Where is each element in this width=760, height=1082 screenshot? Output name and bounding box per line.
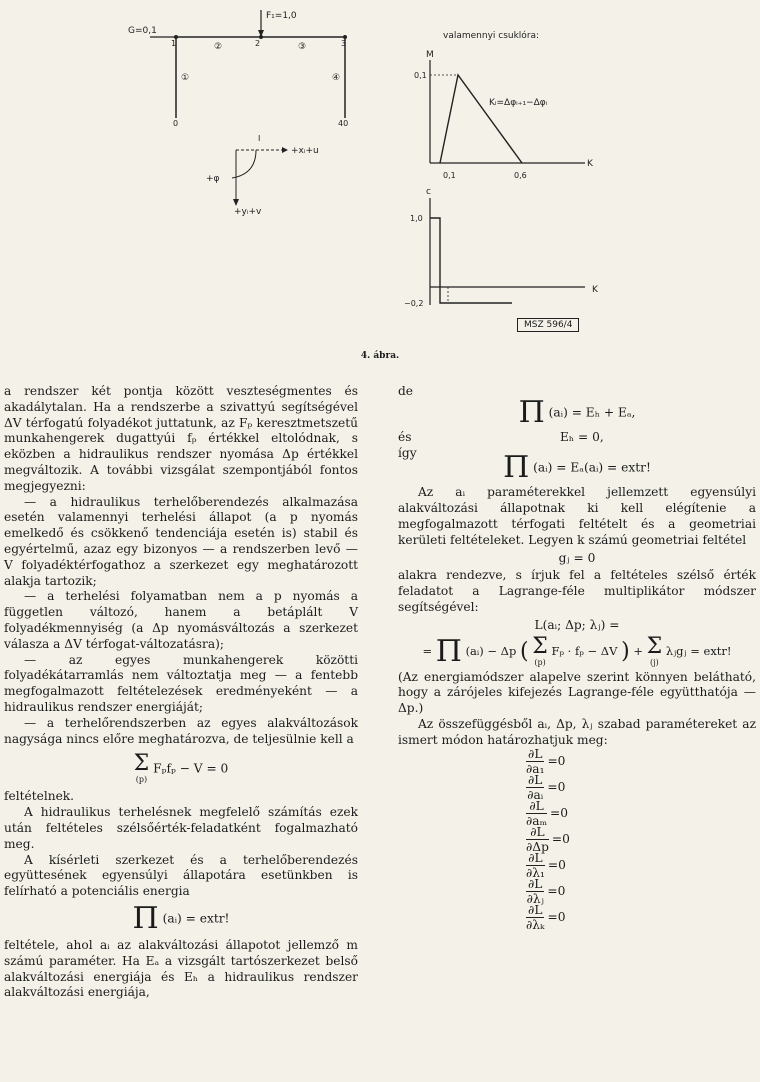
g-load-label: G=0,1 bbox=[128, 26, 157, 36]
eq-a: (aᵢ) = Eₕ + Eₐ, bbox=[548, 405, 636, 420]
c-x-axis: K bbox=[592, 285, 598, 295]
pi-symbol: Π bbox=[503, 450, 530, 486]
moment-y-axis: M bbox=[426, 50, 434, 60]
moment-diagram bbox=[414, 30, 594, 180]
left-paragraph-2: feltételnek. bbox=[4, 789, 75, 804]
partial-derivative-list bbox=[526, 749, 756, 931]
word-igy: így bbox=[398, 445, 417, 460]
moment-x-tick-1: 0,1 bbox=[443, 171, 456, 180]
x-axis-label: +xᵢ+u bbox=[291, 146, 319, 156]
lagrange-part-c: λⱼgⱼ = extr! bbox=[665, 643, 732, 658]
left-column bbox=[4, 384, 358, 1001]
derivative-numerator: ∂L bbox=[528, 773, 543, 788]
moment-formula: Kᵢ=Δφᵢ₊₁−Δφᵢ bbox=[489, 98, 548, 108]
partial-derivative-equation bbox=[526, 853, 756, 879]
member-4-label: ④ bbox=[332, 73, 341, 83]
equals-zero: =0 bbox=[547, 857, 566, 872]
lagrange-equation: = Π (aᵢ) − Δp ( Σ (p) Fₚ · fₚ − ΔV ) + Σ (j) λⱼgⱼ = extr! bbox=[422, 633, 732, 669]
derivative-fraction bbox=[526, 825, 549, 854]
geometric-condition: gⱼ = 0 bbox=[558, 550, 596, 565]
bullet-2: — a terhelési folyamatban nem a p nyomás a független változó, hanem a betáplált V folyadékmennyiség (a Δp nyomásváltozás a szerkezet válasza a ΔV térfogat-változatásra); bbox=[4, 589, 358, 651]
pi-symbol: Π bbox=[518, 394, 545, 430]
pi-symbol: Π bbox=[435, 633, 462, 669]
derivative-fraction bbox=[526, 773, 544, 802]
f-load-label: F₁=1,0 bbox=[266, 11, 297, 21]
lagrange-part-a: (aᵢ) − Δp bbox=[465, 643, 517, 658]
partial-derivative-equation bbox=[526, 905, 756, 931]
left-paragraph-1: a rendszer két pontja között veszteségmentes és akadálytalan. Ha a rendszerbe a szivattyú segítségével ΔV térfogatú folyadékot juttatunk, az Fₚ keresztmetszetű munkahengerek dugattyúi fₚ értékkel eltolódnak, s eközben a hidraulikus rendszer nyomása Δp értékkel megváltozik. A további vizsgálat szempontjából fontos megjegyezni: bbox=[4, 384, 358, 493]
member-2-label: ② bbox=[214, 42, 223, 52]
figure-4 bbox=[0, 0, 760, 370]
moment-heading: valamennyi csuklóra: bbox=[443, 31, 540, 41]
derivative-fraction bbox=[526, 747, 544, 776]
lagrange-part-b: Fₚ · fₚ − ΔV bbox=[551, 643, 618, 658]
eq-b: Eₕ = 0, bbox=[560, 429, 604, 444]
c-y-tick-bottom: −0,2 bbox=[404, 299, 424, 308]
joint-1: 1 bbox=[171, 39, 177, 48]
y-axis-label: +yᵢ+v bbox=[234, 207, 262, 217]
equals-zero: =0 bbox=[547, 779, 566, 794]
derivative-denominator: ∂λₖ bbox=[526, 918, 545, 933]
eq-c: (aᵢ) = Eₐ(aᵢ) = extr! bbox=[533, 460, 651, 475]
equals-zero: =0 bbox=[551, 831, 570, 846]
derivative-denominator: ∂aᵢ bbox=[527, 788, 544, 803]
right-paragraph-1: Az aᵢ paraméterekkel jellemzett egyensúlyi alakváltozási állapotnak ki kell elégítenie a megfogalmazott térfogati feltételt és a geometriai kerületi feltételeket. Legyen k számú geometriai feltétel bbox=[398, 485, 756, 547]
moment-y-tick: 0,1 bbox=[414, 71, 427, 80]
moment-x-axis: K bbox=[587, 159, 593, 169]
joint-40: 40 bbox=[338, 119, 349, 128]
sum-symbol: Σ bbox=[133, 751, 150, 777]
equation-energy-sum bbox=[398, 394, 756, 430]
right-column bbox=[398, 384, 756, 931]
partial-derivative-equation bbox=[526, 879, 756, 905]
left-paragraph-4: A kísérleti szerkezet és a terhelőberendezés együttesének egyensúlyi állapotára esetünkben is felírható a potenciális energia bbox=[4, 852, 358, 899]
c-y-tick-top: 1,0 bbox=[410, 214, 423, 223]
eq1-rhs: Fₚfₚ − V = 0 bbox=[153, 761, 229, 776]
derivative-denominator: ∂a₁ bbox=[526, 762, 545, 777]
derivative-numerator: ∂L bbox=[526, 825, 549, 840]
partial-derivative-equation bbox=[526, 775, 756, 801]
partial-derivative-equation bbox=[526, 749, 756, 775]
equals-zero: =0 bbox=[547, 753, 566, 768]
derivative-numerator: ∂L bbox=[526, 851, 545, 866]
left-paragraph-5: feltétele, ahol aᵢ az alakváltozási állapotot jellemző m számú paraméter. Ha Eₐ a vizsgált tartószerkezet belső alakváltozási energiája és Eₕ a hidraulikus rendszer alakváltozási energiája, bbox=[4, 937, 358, 1000]
eq2-rhs: (aᵢ) = extr! bbox=[162, 911, 230, 926]
right-paragraph-3: (Az energiamódszer alapelve szerint könnyen belátható, hogy a zárójeles kifejezés Lagrange-féle együtthatója — Δp.) bbox=[398, 669, 756, 716]
derivative-numerator: ∂L bbox=[526, 903, 544, 918]
member-1-label: ① bbox=[181, 73, 190, 83]
word-es: és bbox=[398, 429, 412, 444]
bullet-1: — a hidraulikus terhelőberendezés alkalmazása esetén valamennyi terhelési állapot (a p nyomás emelkedő és csökkenő tendenciája esetén is) stabil és egyértelmű, azaz egy bizonyos — a rendszerben levő — V folyadéktérfogathoz a szerkezet egy meghatározott alakja tartozik; bbox=[4, 494, 358, 588]
c-y-axis: c bbox=[426, 187, 431, 197]
derivative-fraction bbox=[526, 877, 544, 906]
right-paragraph-2: alakra rendezve, s írjuk fel a feltételes szélső érték feladatot a Lagrange-féle multiplikátor módszer segítségével: bbox=[398, 568, 756, 614]
derivative-denominator: ∂λ₁ bbox=[526, 866, 545, 881]
derivative-fraction bbox=[526, 799, 547, 828]
word-de: de bbox=[398, 384, 414, 398]
sum-symbol: Σ bbox=[646, 633, 663, 659]
derivative-denominator: ∂λⱼ bbox=[526, 892, 544, 907]
sum-symbol: Σ bbox=[532, 633, 548, 659]
derivative-denominator: ∂Δp bbox=[526, 840, 549, 855]
derivative-numerator: ∂L bbox=[526, 747, 544, 762]
partial-derivative-equation bbox=[526, 827, 756, 853]
bullet-3: — az egyes munkahengerek közötti folyadékátarramlás nem változtatja meg — a fentebb megfogalmazott feltételezések eredményeként — a hidraulikus rendszer energiáját; bbox=[4, 652, 358, 714]
bullet-4: — a terhelőrendszerben az egyes alakváltozások nagysága nincs előre meghatározva, de teljesülnie kell a bbox=[4, 715, 358, 746]
figure-caption: 4. ábra. bbox=[360, 351, 400, 361]
member-3-label: ③ bbox=[298, 42, 307, 52]
potential-energy-equation bbox=[4, 900, 358, 936]
derivative-denominator: ∂aₘ bbox=[526, 814, 548, 829]
joint-0: 0 bbox=[173, 119, 179, 128]
standard-stamp: MSZ 596/4 bbox=[517, 318, 579, 332]
pi-symbol: Π bbox=[132, 900, 159, 936]
derivative-fraction bbox=[526, 903, 544, 932]
frame-diagram bbox=[128, 10, 348, 128]
sign-convention bbox=[206, 134, 319, 217]
left-paragraph-3: A hidraulikus terhelésnek megfelelő számítás ezek után feltételes szélsőérték-feladatként fogalmazható meg. bbox=[4, 805, 358, 851]
axis-small-label: I bbox=[258, 134, 261, 143]
equals-zero: =0 bbox=[550, 805, 569, 820]
lagrange-lhs: L(aᵢ; Δp; λⱼ) = bbox=[534, 617, 620, 632]
sum-sub-p: (p) bbox=[135, 775, 148, 785]
volume-condition-equation bbox=[4, 753, 358, 785]
partial-derivative-equation bbox=[526, 801, 756, 827]
sum-sub-p: (p) bbox=[534, 657, 546, 667]
phi-label: +φ bbox=[206, 174, 220, 184]
joint-3: 3 bbox=[341, 39, 347, 48]
derivative-fraction bbox=[526, 851, 545, 880]
derivative-numerator: ∂L bbox=[528, 877, 543, 892]
sum-sub-j: (j) bbox=[650, 657, 659, 667]
equals-zero: =0 bbox=[547, 909, 566, 924]
moment-x-tick-2: 0,6 bbox=[514, 171, 527, 180]
right-paragraph-4: Az összefüggésből aᵢ, Δp, λⱼ szabad paramétereket az ismert módon határozhatjuk meg: bbox=[398, 716, 756, 747]
derivative-numerator: ∂L bbox=[526, 799, 547, 814]
c-diagram bbox=[404, 187, 599, 308]
equals-zero: =0 bbox=[547, 883, 566, 898]
joint-2: 2 bbox=[255, 39, 261, 48]
